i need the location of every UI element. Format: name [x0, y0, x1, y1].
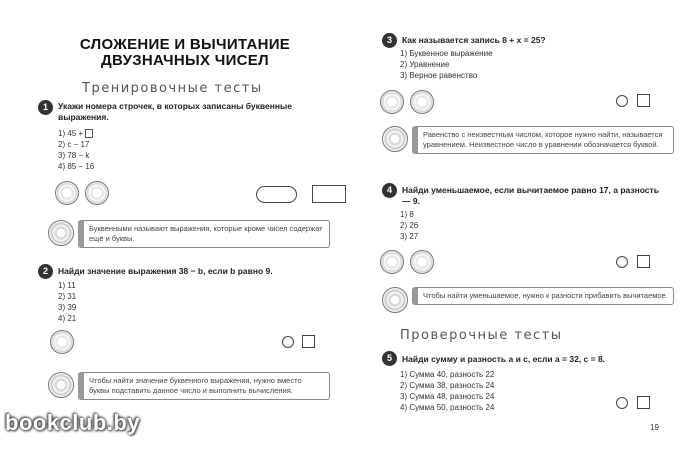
answer-option[interactable]: 4) 85 − 16: [58, 162, 95, 171]
answer-option[interactable]: 3) Верное равенство: [400, 71, 478, 80]
answer-option[interactable]: 2) c − 17: [58, 140, 90, 149]
question-text-3: Как называется запись 8 + x = 25?: [402, 35, 546, 45]
answer-rect-field[interactable]: [312, 185, 346, 203]
hint-pointer-icon: [382, 126, 408, 152]
answer-square-field[interactable]: [637, 255, 650, 268]
question-text-1: Укажи номера строчек, в которых записаны буквенные выражения.: [58, 101, 292, 122]
question-number-1: 1: [38, 100, 53, 115]
medal-emblem-icon: [380, 90, 404, 114]
section-heading-check: Проверочные тесты: [400, 328, 563, 343]
hint-pointer-icon: [48, 372, 74, 398]
answer-option[interactable]: 3) 78 − k: [58, 151, 90, 160]
answer-list-4: [400, 209, 418, 242]
page-number: 19: [650, 423, 659, 432]
question-number-5: 5: [382, 351, 397, 366]
answer-square-field[interactable]: [302, 335, 315, 348]
answer-square-field[interactable]: [637, 396, 650, 409]
section-heading-training: Тренировочные тесты: [82, 81, 263, 96]
blank-square-icon: [85, 129, 93, 138]
answer-option[interactable]: 1) 45 +: [58, 128, 94, 139]
hint-text-1: Буквенными называют выражения, которые кроме чисел содержат ещё и буквы.: [78, 220, 330, 248]
answer-list-2: [58, 280, 76, 324]
answer-square-field[interactable]: [637, 94, 650, 107]
watermark-logo: bookclub.by: [5, 410, 141, 435]
hint-pointer-icon: [48, 220, 74, 246]
answer-option[interactable]: 2) 31: [58, 292, 77, 301]
page-title-line2: ДВУЗНАЧНЫХ ЧИСЕЛ: [101, 52, 269, 69]
hint-text-2: Чтобы найти значение буквенного выражения, нужно вместо буквы подставить данное число и выполнить вычисления.: [78, 372, 330, 400]
question-text-5: Найди сумму и разность a и c, если a = 32, c = 8.: [402, 354, 606, 364]
answer-option[interactable]: 2) 26: [400, 221, 419, 230]
answer-circle-field[interactable]: [282, 336, 294, 348]
answer-option[interactable]: 4) 21: [58, 314, 77, 323]
answer-option[interactable]: 2) Сумма 38, разность 24: [400, 381, 495, 390]
answer-option[interactable]: 4) Сумма 50, разность 24: [400, 403, 495, 412]
question-number-4: 4: [382, 183, 397, 198]
answer-circle-field[interactable]: [616, 95, 628, 107]
answer-list-3: [400, 48, 493, 81]
question-number-2: 2: [38, 264, 53, 279]
answer-oval-field[interactable]: [256, 186, 297, 203]
answer-circle-field[interactable]: [616, 256, 628, 268]
medal-emblem-icon: [380, 250, 404, 274]
emblem-group-2: [50, 330, 74, 354]
hint-text-4: Чтобы найти уменьшаемое, нужно к разности прибавить вычитаемое.: [412, 287, 674, 305]
medal-emblem-icon: [55, 181, 79, 205]
answer-option[interactable]: 1) 11: [58, 281, 76, 290]
emblem-group-4: [380, 250, 434, 274]
medal-emblem-icon: [410, 90, 434, 114]
hint-text-3: Равенство с неизвестным числом, которое нужно найти, называется уравнением. Неизвестное число в уравнении обозначается буквой.: [412, 126, 674, 154]
medal-emblem-icon: [50, 330, 74, 354]
answer-circle-field[interactable]: [616, 397, 628, 409]
answer-option[interactable]: 1) 8: [400, 210, 414, 219]
page-title-line1: СЛОЖЕНИЕ И ВЫЧИТАНИЕ: [79, 36, 291, 53]
right-page: [350, 0, 700, 458]
answer-option[interactable]: 3) 39: [58, 303, 77, 312]
answer-list-1: [58, 128, 94, 172]
question-number-3: 3: [382, 33, 397, 48]
answer-option[interactable]: 1) Буквенное выражение: [400, 49, 493, 58]
question-text-4: Найди уменьшаемое, если вычитаемое равно 17, а разность — 9.: [402, 185, 659, 206]
medal-emblem-icon: [410, 250, 434, 274]
answer-option[interactable]: 1) Сумма 40, разность 22: [400, 370, 495, 379]
hint-pointer-icon: [382, 287, 408, 313]
question-text-2: Найди значение выражения 38 − b, если b равно 9.: [58, 266, 273, 276]
emblem-group-3: [380, 90, 434, 114]
medal-emblem-icon: [85, 181, 109, 205]
answer-option[interactable]: 2) Уравнение: [400, 60, 450, 69]
answer-option[interactable]: 3) 27: [400, 232, 419, 241]
emblem-group-1: [55, 181, 109, 205]
answer-list-5: [400, 369, 494, 413]
answer-option[interactable]: 3) Сумма 48, разность 24: [400, 392, 495, 401]
